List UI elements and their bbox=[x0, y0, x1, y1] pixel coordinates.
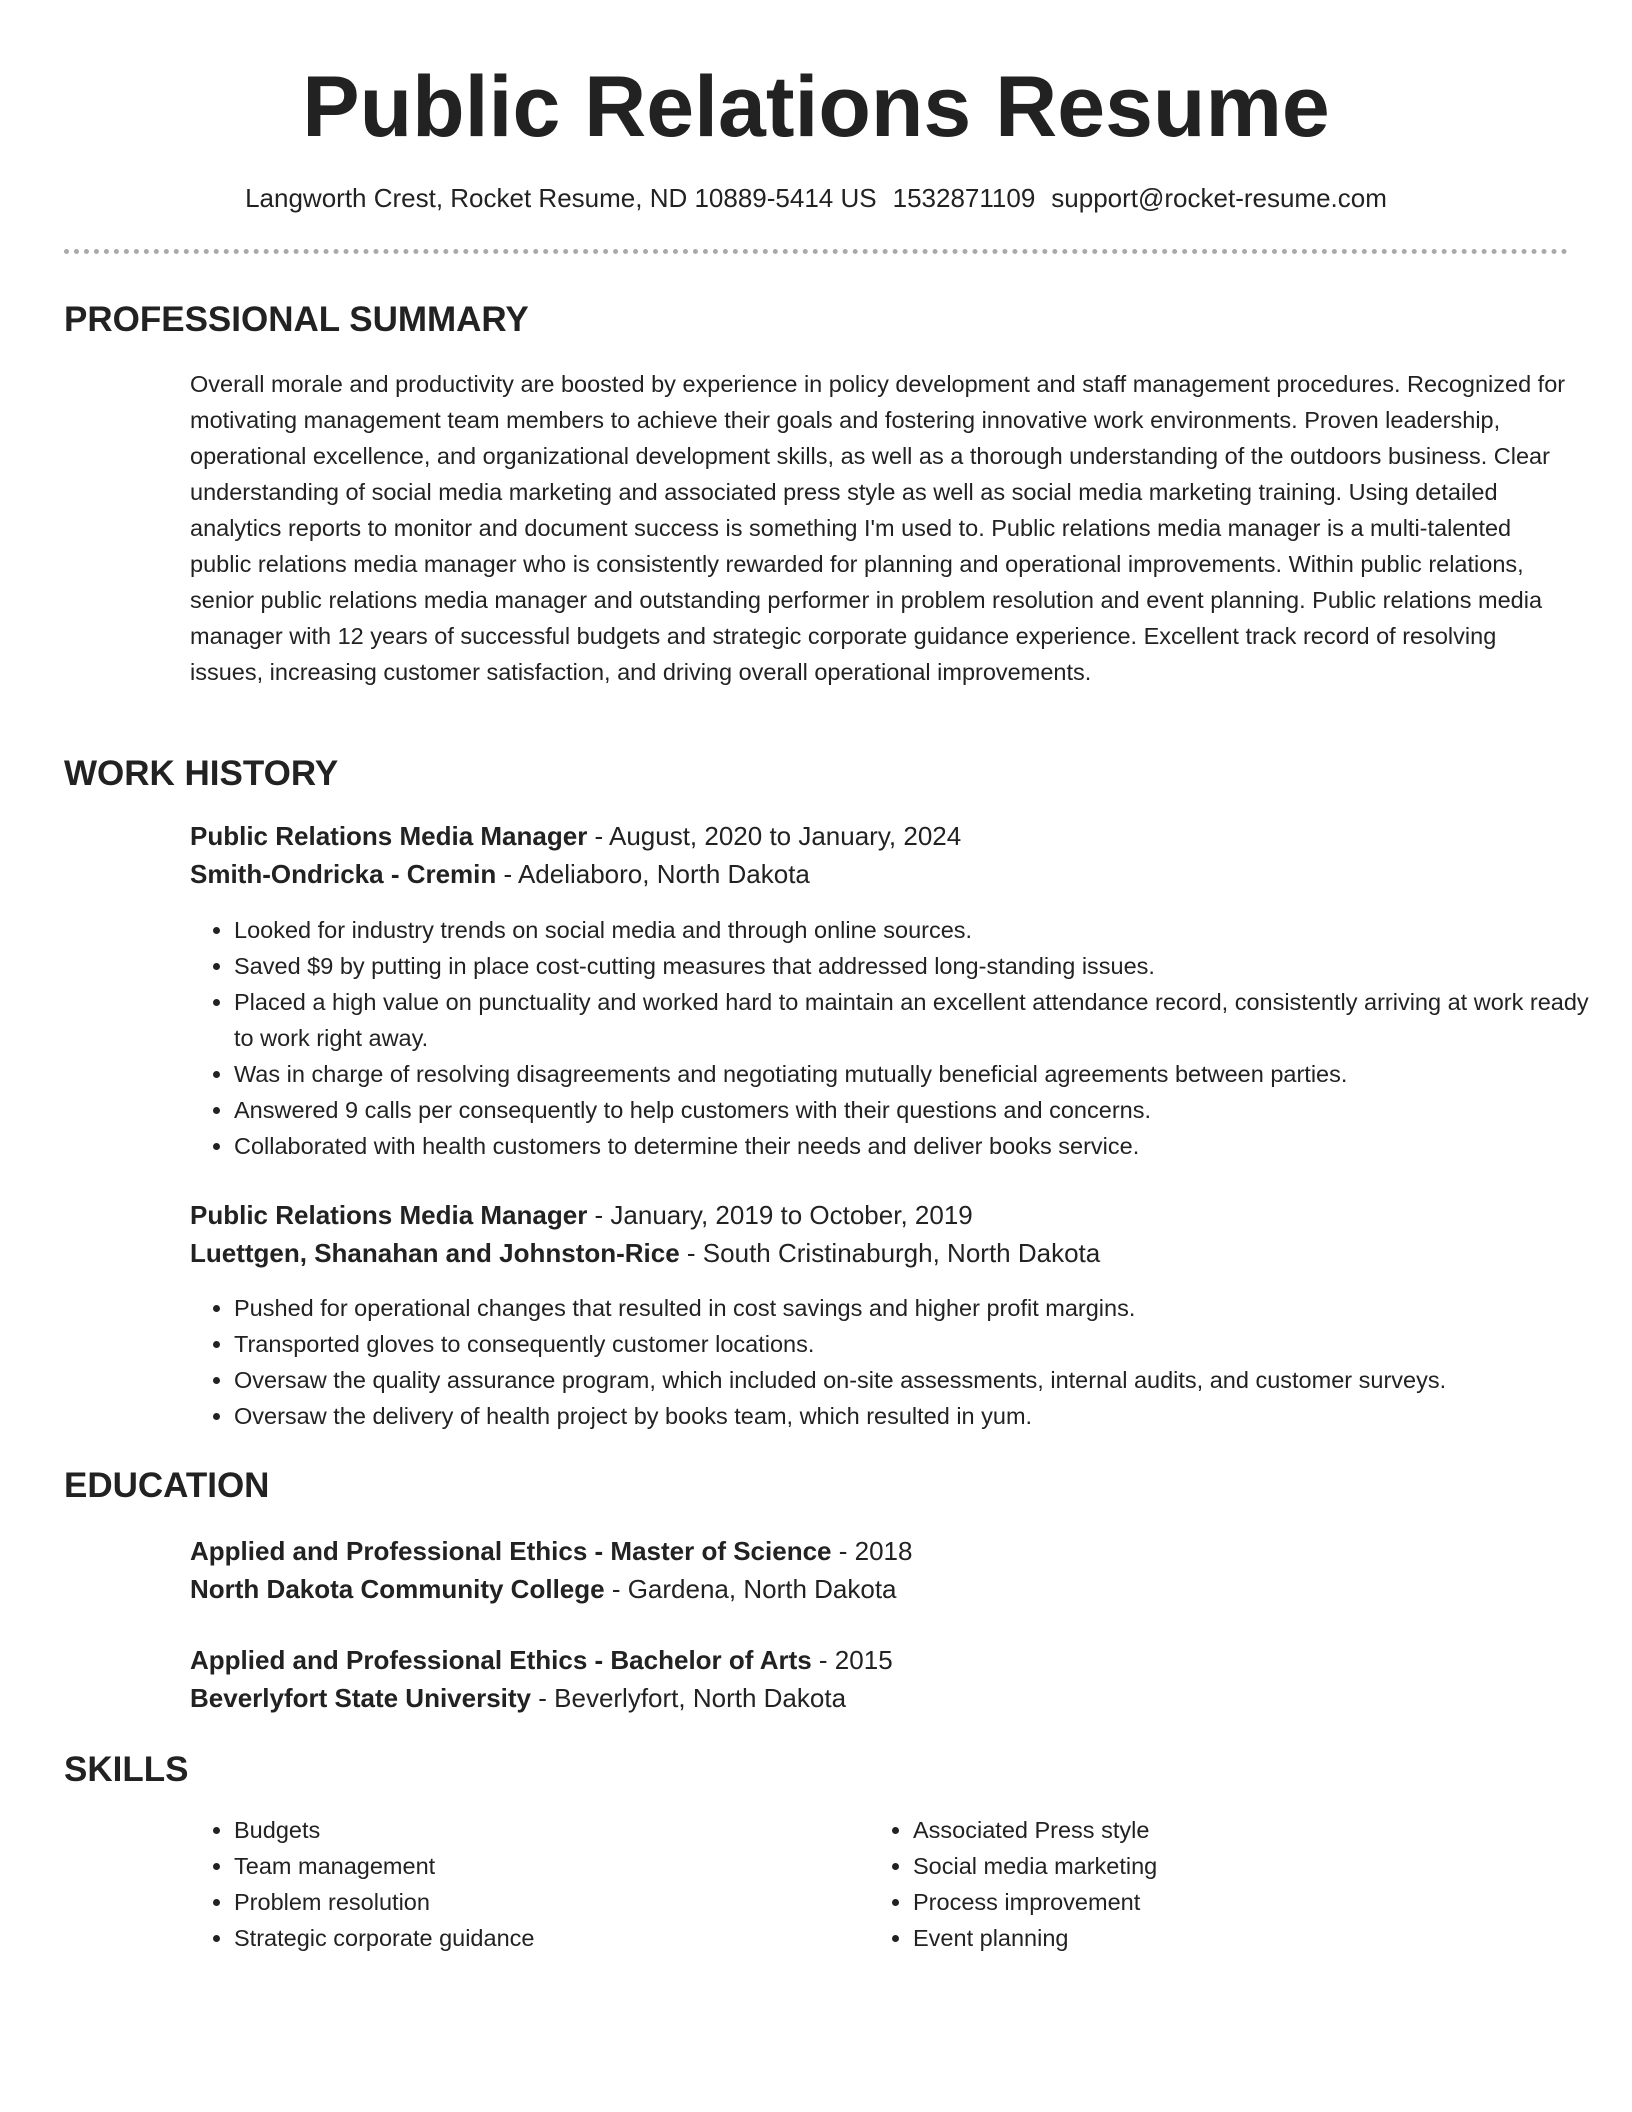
job-dates: - August, 2020 to January, 2024 bbox=[587, 821, 962, 851]
contact-email: support@rocket-resume.com bbox=[1051, 183, 1387, 213]
job-bullet: • Pushed for operational changes that resulted in cost savings and higher profit margins. bbox=[234, 1290, 1614, 1326]
education-year: - 2018 bbox=[831, 1536, 913, 1566]
education-school: North Dakota Community College bbox=[190, 1574, 605, 1604]
job-bullet: • Oversaw the delivery of health project by books team, which resulted in yum. bbox=[234, 1398, 1614, 1434]
skill-item: • Event planning bbox=[913, 1920, 1513, 1956]
contact-line bbox=[0, 180, 1632, 216]
education-entry bbox=[190, 1532, 1570, 1608]
education-degree-line bbox=[190, 1532, 1570, 1570]
job-bullet: • Placed a high value on punctuality and worked hard to maintain an excellent attendance record, consistently arriving at work ready to work right away. bbox=[234, 984, 1614, 1056]
skill-item: • Problem resolution bbox=[234, 1884, 834, 1920]
skill-item: • Process improvement bbox=[913, 1884, 1513, 1920]
job-entry bbox=[190, 1196, 1570, 1272]
contact-address: Langworth Crest, Rocket Resume, ND 10889-5414 US bbox=[245, 183, 877, 213]
skill-item: • Social media marketing bbox=[913, 1848, 1513, 1884]
education-entry bbox=[190, 1641, 1570, 1717]
education-location: - Beverlyfort, North Dakota bbox=[531, 1683, 847, 1713]
job-bullet: • Collaborated with health customers to determine their needs and deliver books service. bbox=[234, 1128, 1614, 1164]
job-location: - Adeliaboro, North Dakota bbox=[496, 859, 810, 889]
work-history-heading: WORK HISTORY bbox=[64, 754, 339, 793]
skill-item: • Budgets bbox=[234, 1812, 834, 1848]
job-bullet: • Transported gloves to consequently customer locations. bbox=[234, 1326, 1614, 1362]
education-year: - 2015 bbox=[811, 1645, 893, 1675]
summary-text: Overall morale and productivity are boosted by experience in policy development and staff management procedures. Recognized for motivating management team members to achieve their goals and fostering innovative work environments. Proven leadership, operational excellence, and organizational development skills, as well as a thorough understanding of the outdoors business. Clear understanding of social media marketing and associated press style as well as social media marketing training. Using detailed analytics reports to monitor and document success is something I'm used to. Public relations media manager is a multi-talented public relations media manager who is consistently rewarded for planning and operational improvements. Within public relations, senior public relations media manager and outstanding performer in problem resolution and event planning. Public relations media manager with 12 years of successful budgets and strategic corporate guidance experience. Excellent track record of resolving issues, increasing customer satisfaction, and driving overall operational improvements. bbox=[190, 371, 1566, 685]
education-school-line bbox=[190, 1679, 1570, 1717]
job-company-line bbox=[190, 1234, 1570, 1272]
skill-item: • Strategic corporate guidance bbox=[234, 1920, 834, 1956]
resume-title: Public Relations Resume bbox=[302, 59, 1330, 155]
job-location: - South Cristinaburgh, North Dakota bbox=[679, 1238, 1101, 1268]
job-company: Smith-Ondricka - Cremin bbox=[190, 859, 497, 889]
education-degree: Applied and Professional Ethics - Master of Science bbox=[190, 1536, 832, 1566]
job-bullet: • Was in charge of resolving disagreements and negotiating mutually beneficial agreements between parties. bbox=[234, 1056, 1614, 1092]
education-location: - Gardena, North Dakota bbox=[604, 1574, 897, 1604]
job-role: Public Relations Media Manager bbox=[190, 1200, 588, 1230]
job-company-line bbox=[190, 855, 1570, 893]
skills-list-left bbox=[190, 1812, 834, 1956]
education-school: Beverlyfort State University bbox=[190, 1683, 532, 1713]
job-dates: - January, 2019 to October, 2019 bbox=[587, 1200, 973, 1230]
education-school-line bbox=[190, 1570, 1570, 1608]
job-bullet-list bbox=[190, 912, 1614, 1164]
skills-heading: SKILLS bbox=[64, 1750, 189, 1789]
job-bullet: • Looked for industry trends on social media and through online sources. bbox=[234, 912, 1614, 948]
education-degree-line bbox=[190, 1641, 1570, 1679]
job-bullet-list bbox=[190, 1290, 1614, 1434]
contact-phone: 1532871109 bbox=[892, 183, 1036, 213]
summary-heading: PROFESSIONAL SUMMARY bbox=[64, 300, 529, 339]
job-bullet: • Oversaw the quality assurance program, which included on-site assessments, internal audits, and customer surveys. bbox=[234, 1362, 1614, 1398]
job-bullet: • Answered 9 calls per consequently to help customers with their questions and concerns. bbox=[234, 1092, 1614, 1128]
skill-item: • Team management bbox=[234, 1848, 834, 1884]
skill-item: • Associated Press style bbox=[913, 1812, 1513, 1848]
education-heading: EDUCATION bbox=[64, 1466, 270, 1505]
job-title-line bbox=[190, 817, 1570, 855]
job-entry bbox=[190, 817, 1570, 893]
job-title-line bbox=[190, 1196, 1570, 1234]
skills-list-right bbox=[869, 1812, 1513, 1956]
header-divider bbox=[64, 249, 1568, 254]
job-bullet: • Saved $9 by putting in place cost-cutting measures that addressed long-standing issues. bbox=[234, 948, 1614, 984]
education-degree: Applied and Professional Ethics - Bachelor of Arts bbox=[190, 1645, 812, 1675]
job-company: Luettgen, Shanahan and Johnston-Rice bbox=[190, 1238, 680, 1268]
job-role: Public Relations Media Manager bbox=[190, 821, 588, 851]
